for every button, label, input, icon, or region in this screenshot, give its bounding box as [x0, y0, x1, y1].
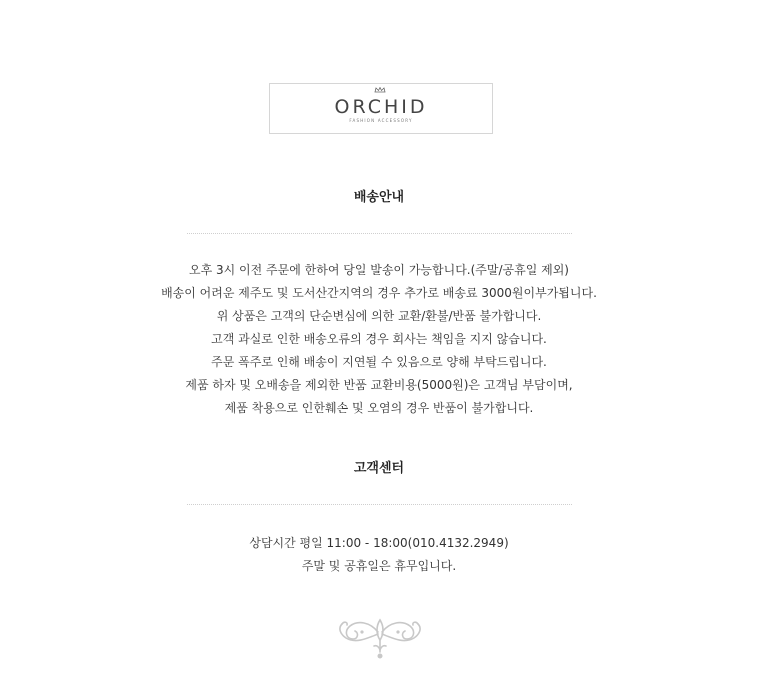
shipping-notice — [0, 259, 758, 420]
shipping-line: 주문 폭주로 인해 배송이 지연될 수 있음으로 양해 부탁드립니다. — [211, 355, 547, 369]
crown-icon — [374, 87, 386, 93]
shipping-line: 위 상품은 고객의 단순변심에 의한 교환/환불/반품 불가합니다. — [216, 309, 542, 323]
flourish-ornament-icon — [334, 614, 426, 660]
shipping-line: 배송이 어려운 제주도 및 도서산간지역의 경우 추가로 배송료 3000원이부가됩니다. — [161, 286, 597, 300]
shipping-line: 고객 과실로 인한 배송오류의 경우 회사는 책임을 지지 않습니다. — [211, 332, 547, 346]
logo-tagline: FASHION ACCESSORY — [349, 118, 413, 123]
customer-center-heading: 고객센터 — [353, 461, 405, 476]
shipping-line: 제품 하자 및 오배송을 제외한 반품 교환비용(5000원)은 고객님 부담이며, — [185, 378, 573, 392]
customer-center-divider — [187, 504, 572, 505]
customer-center-hours: 상담시간 평일 11:00 - 18:00(010.4132.2949) — [249, 536, 509, 550]
logo-wordmark: ORCHID — [334, 96, 428, 118]
shipping-divider — [187, 233, 572, 234]
shipping-heading: 배송안내 — [353, 190, 405, 205]
shipping-line: 제품 착용으로 인한훼손 및 오염의 경우 반품이 불가합니다. — [224, 401, 534, 415]
shipping-line: 오후 3시 이전 주문에 한하여 당일 발송이 가능합니다.(주말/공휴일 제외) — [189, 263, 569, 277]
customer-center-info — [0, 532, 758, 578]
customer-center-holiday: 주말 및 공휴일은 휴무입니다. — [301, 559, 457, 573]
